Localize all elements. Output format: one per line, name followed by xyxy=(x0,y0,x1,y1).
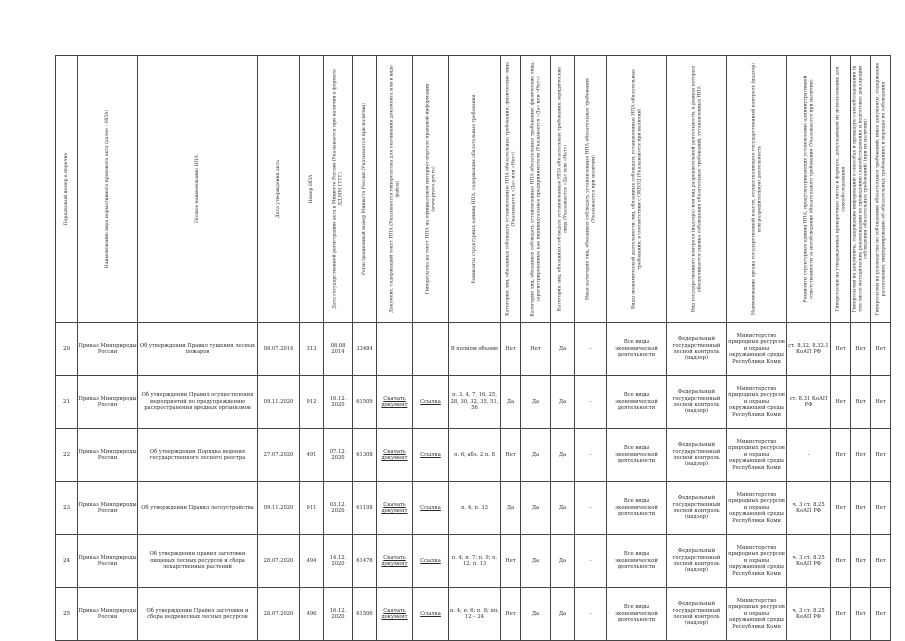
control-type: Федеральный государственный лесной контроль (надзор) xyxy=(667,482,727,535)
physical-persons: Нет xyxy=(501,588,521,641)
row-number: 24 xyxy=(56,535,78,588)
header-cell: Категория лиц, обязанных соблюдать установленные НПА обязательные требования: физические лица (Указывается «Да» или «Нет») xyxy=(501,56,521,323)
header-cell: Наименование органа государственной власти, осуществляющего государственный контроль (надзор) или разрешительную деятельность xyxy=(727,56,787,323)
self-assessment-links: Нет xyxy=(851,429,871,482)
requirement-units: В полном объеме xyxy=(449,323,501,376)
act-name: Об утверждении правил заготовки пищевых лесных ресурсов и сбора лекарственных растений xyxy=(138,535,258,588)
header-cell: Документ, содержащий текст НПА (Указывается гиперссылка для скачивания документа или в виде файла) xyxy=(377,56,413,323)
legal-entities: Да xyxy=(551,376,575,429)
act-type: Приказ Минприроды России xyxy=(78,588,138,641)
header-row xyxy=(56,56,891,323)
physical-persons: Да xyxy=(501,376,521,429)
header-cell: Гиперссылки на руководства по соблюдению обязательных требований, иные документы, содержащие разъяснения, информирование об обязательных требованиях и порядке их соблюдения xyxy=(871,56,891,323)
pravo-gov-link[interactable]: Ссылка xyxy=(413,376,449,429)
legal-entities: Да xyxy=(551,323,575,376)
requirement-units: п. 6; абз. 2 п. 8 xyxy=(449,429,501,482)
header-cell: Категория лиц, обязанных соблюдать установленные НПА обязательные требования: юридические лица (Указывается «Да» или «Нет») xyxy=(551,56,575,323)
table-row xyxy=(56,323,891,376)
guidance-links: Нет xyxy=(871,429,891,482)
legal-entities: Да xyxy=(551,535,575,588)
physical-persons: Нет xyxy=(501,535,521,588)
okved-activities: Все виды экономической деятельности xyxy=(607,588,667,641)
checklist-links: Нет xyxy=(831,535,851,588)
table-row xyxy=(56,535,891,588)
requirement-units: п. 4; п. 7; п. 9; п. 12; п. 13 xyxy=(449,535,501,588)
download-document-link[interactable]: Скачать документ xyxy=(377,482,413,535)
other-category: - xyxy=(575,482,607,535)
other-category: - xyxy=(575,588,607,641)
individual-entrepreneurs: Да xyxy=(521,429,551,482)
pravo-gov-link[interactable] xyxy=(413,323,449,376)
registration-number: 33484 xyxy=(353,323,377,376)
registration-number: 61506 xyxy=(353,588,377,641)
physical-persons: Да xyxy=(501,482,521,535)
header-cell: Гиперссылки на документы, содержащие информацию о способах и процедуре самообследования (в том числе методические рекомендации по проведению самообследования и подготовке декларации соблюдения обязательных требований) (при их наличии) xyxy=(851,56,871,323)
header-cell: Гиперссылка на текст НПА на официальном интернет-портале правовой информации (www.pravo.gov.ru) xyxy=(413,56,449,323)
control-authority: Министерство природных ресурсов и охраны окружающей среды Республики Коми xyxy=(727,535,787,588)
control-authority: Министерство природных ресурсов и охраны окружающей среды Республики Коми xyxy=(727,588,787,641)
header-cell: Гиперссылки на утвержденные проверочные листы в формате, допускающем их использование для самообследования xyxy=(831,56,851,323)
administrative-liability: ч. 3 ст. 8.25 КоАП РФ xyxy=(787,588,831,641)
act-type: Приказ Минприроды России xyxy=(78,482,138,535)
npa-register-table xyxy=(55,55,891,641)
other-category: - xyxy=(575,376,607,429)
act-name: Об утверждении Порядка ведения государственного лесного реестра xyxy=(138,429,258,482)
individual-entrepreneurs: Да xyxy=(521,535,551,588)
administrative-liability: ст. 8.31 КоАП РФ xyxy=(787,376,831,429)
table-row xyxy=(56,376,891,429)
header-cell: Наименование вида нормативного правового акта (далее – НПА) xyxy=(78,56,138,323)
row-number: 22 xyxy=(56,429,78,482)
act-date: 27.07.2020 xyxy=(258,429,300,482)
pravo-gov-link[interactable]: Ссылка xyxy=(413,588,449,641)
administrative-liability: ч. 3 ст. 8.25 КоАП РФ xyxy=(787,535,831,588)
individual-entrepreneurs: Да xyxy=(521,376,551,429)
requirement-units: п. 3, 4, 7, 16, 25, 28, 30, 32, 35, 51, 56 xyxy=(449,376,501,429)
act-number: 911 xyxy=(300,482,324,535)
individual-entrepreneurs: Да xyxy=(521,482,551,535)
control-authority: Министерство природных ресурсов и охраны окружающей среды Республики Коми xyxy=(727,482,787,535)
okved-activities: Все виды экономической деятельности xyxy=(607,482,667,535)
registration-number: 61478 xyxy=(353,535,377,588)
administrative-liability: ч. 3 ст. 8.25 КоАП РФ xyxy=(787,482,831,535)
act-date: 28.07.2020 xyxy=(258,535,300,588)
guidance-links: Нет xyxy=(871,535,891,588)
individual-entrepreneurs: Нет xyxy=(521,323,551,376)
act-name: Об утверждении Правил осуществления мероприятий по предупреждению распространения вредных организмов xyxy=(138,376,258,429)
physical-persons: Нет xyxy=(501,323,521,376)
registration-date: 16.12. 2020 xyxy=(324,588,353,641)
npa-register-table-sheet xyxy=(55,55,886,640)
okved-activities: Все виды экономической деятельности xyxy=(607,323,667,376)
self-assessment-links: Нет xyxy=(851,535,871,588)
act-number: 912 xyxy=(300,376,324,429)
row-number: 23 xyxy=(56,482,78,535)
self-assessment-links: Нет xyxy=(851,588,871,641)
header-cell: Дата государственной регистрации акта в Минюсте России (Указывается при наличии в формате ДД.ММ.ГГГГ) xyxy=(324,56,353,323)
self-assessment-links: Нет xyxy=(851,482,871,535)
act-type: Приказ Минприроды России xyxy=(78,323,138,376)
okved-activities: Все виды экономической деятельности xyxy=(607,429,667,482)
checklist-links: Нет xyxy=(831,429,851,482)
checklist-links: Нет xyxy=(831,588,851,641)
control-type: Федеральный государственный лесной контроль (надзор) xyxy=(667,376,727,429)
header-cell: Реквизиты структурных единиц НПА, содержащих обязательные требования xyxy=(449,56,501,323)
row-number: 21 xyxy=(56,376,78,429)
act-date: 28.07.2020 xyxy=(258,588,300,641)
control-type: Федеральный государственный лесной контроль (надзор) xyxy=(667,588,727,641)
registration-date: 03.12. 2020 xyxy=(324,482,353,535)
individual-entrepreneurs: Да xyxy=(521,588,551,641)
guidance-links: Нет xyxy=(871,323,891,376)
header-cell: Номер НПА xyxy=(300,56,324,323)
self-assessment-links: Нет xyxy=(851,323,871,376)
other-category: - xyxy=(575,429,607,482)
control-authority: Министерство природных ресурсов и охраны окружающей среды Республики Коми xyxy=(727,429,787,482)
act-date: 09.11.2020 xyxy=(258,482,300,535)
registration-date: 07.12. 2020 xyxy=(324,429,353,482)
header-cell: Вид государственного контроля (надзора) или вид разрешительной деятельности, в рамках которых обеспечивается оценка соблюдения обязательных требований, установленных НПА xyxy=(667,56,727,323)
guidance-links: Нет xyxy=(871,376,891,429)
pravo-gov-link[interactable]: Ссылка xyxy=(413,429,449,482)
administrative-liability: ст. 8.32, 8.32.1 КоАП РФ xyxy=(787,323,831,376)
other-category: - xyxy=(575,323,607,376)
download-document-link[interactable] xyxy=(377,323,413,376)
registration-number: 61308 xyxy=(353,429,377,482)
guidance-links: Нет xyxy=(871,482,891,535)
header-cell: Виды экономической деятельности лиц, обязанных соблюдать установленные НПА обязательные требования, в соответствии с ОКВЭД (Указываются при наличии) xyxy=(607,56,667,323)
act-date: 09.11.2020 xyxy=(258,376,300,429)
header-cell: Категория лиц, обязанных соблюдать установленные НПА обязательные требования: физические лица, зарегистрированные как индивидуальные предприниматели (Указывается «Да» или «Нет») xyxy=(521,56,551,323)
act-name: Об утверждении Правил тушения лесных пожаров xyxy=(138,323,258,376)
header-cell: Полное наименование НПА xyxy=(138,56,258,323)
administrative-liability: - xyxy=(787,429,831,482)
table-row xyxy=(56,588,891,641)
checklist-links: Нет xyxy=(831,376,851,429)
download-document-link[interactable]: Скачать документ xyxy=(377,376,413,429)
act-date: 08.07.2014 xyxy=(258,323,300,376)
table-row xyxy=(56,429,891,482)
self-assessment-links: Нет xyxy=(851,376,871,429)
requirement-units: п. 4; п. 33 xyxy=(449,482,501,535)
download-document-link[interactable]: Скачать документ xyxy=(377,588,413,641)
download-document-link[interactable]: Скачать документ xyxy=(377,535,413,588)
act-name: Об утверждении Правил заготовки и сбора недревесных лесных ресурсов xyxy=(138,588,258,641)
download-document-link[interactable]: Скачать документ xyxy=(377,429,413,482)
checklist-links: Нет xyxy=(831,482,851,535)
registration-date: 16.12. 2020 xyxy=(324,376,353,429)
act-number: 313 xyxy=(300,323,324,376)
control-type: Федеральный государственный лесной контроль (надзор) xyxy=(667,535,727,588)
header-cell: Дата утверждения акта xyxy=(258,56,300,323)
pravo-gov-link[interactable]: Ссылка xyxy=(413,482,449,535)
checklist-links: Нет xyxy=(831,323,851,376)
row-number: 25 xyxy=(56,588,78,641)
requirement-units: п. 4; п. 6; п. 8; пп. 12 – 24 xyxy=(449,588,501,641)
other-category: - xyxy=(575,535,607,588)
control-authority: Министерство природных ресурсов и охраны окружающей среды Республики Коми xyxy=(727,323,787,376)
legal-entities: Да xyxy=(551,588,575,641)
header-cell: Регистрационный номер Минюста России (Указывается при наличии) xyxy=(353,56,377,323)
pravo-gov-link[interactable]: Ссылка xyxy=(413,535,449,588)
act-type: Приказ Минприроды России xyxy=(78,376,138,429)
header-cell: Порядковый номер в перечне xyxy=(56,56,78,323)
header-cell: Реквизиты структурных единиц НПА, предусматривающих установление административной ответственности за несоблюдение обязательного требования (Указывается при наличии) xyxy=(787,56,831,323)
registration-number: 61198 xyxy=(353,482,377,535)
legal-entities: Да xyxy=(551,429,575,482)
act-number: 496 xyxy=(300,588,324,641)
registration-number: 61509 xyxy=(353,376,377,429)
act-number: 494 xyxy=(300,535,324,588)
okved-activities: Все виды экономической деятельности xyxy=(607,376,667,429)
okved-activities: Все виды экономической деятельности xyxy=(607,535,667,588)
header-cell: Иная категория лиц, обязанных соблюдать установленные НПА обязательные требования (Указывается при наличии) xyxy=(575,56,607,323)
control-authority: Министерство природных ресурсов и охраны окружающей среды Республики Коми xyxy=(727,376,787,429)
registration-date: 14.12. 2020 xyxy=(324,535,353,588)
row-number: 20 xyxy=(56,323,78,376)
physical-persons: Нет xyxy=(501,429,521,482)
act-name: Об утверждении Правил лесоустройства xyxy=(138,482,258,535)
control-type: Федеральный государственный лесной контроль (надзор) xyxy=(667,429,727,482)
act-type: Приказ Минприроды России xyxy=(78,535,138,588)
act-number: 491 xyxy=(300,429,324,482)
guidance-links: Нет xyxy=(871,588,891,641)
act-type: Приказ Минприроды России xyxy=(78,429,138,482)
table-row xyxy=(56,482,891,535)
control-type: Федеральный государственный лесной контроль (надзор) xyxy=(667,323,727,376)
legal-entities: Да xyxy=(551,482,575,535)
registration-date: 08.08 2014 xyxy=(324,323,353,376)
